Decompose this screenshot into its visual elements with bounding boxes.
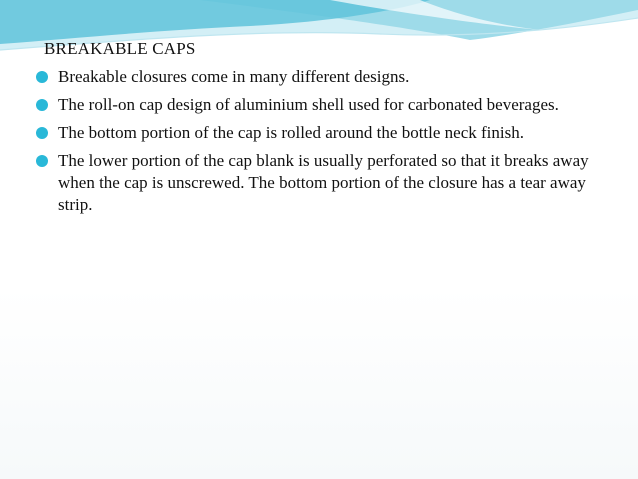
bullet-icon bbox=[36, 127, 48, 139]
bullet-item bbox=[36, 150, 616, 216]
bullet-text: The roll-on cap design of aluminium shell used for carbonated beverages. bbox=[58, 95, 559, 114]
bullet-text: The bottom portion of the cap is rolled around the bottle neck finish. bbox=[58, 123, 524, 142]
bullet-item bbox=[36, 94, 616, 116]
bullet-item bbox=[36, 66, 616, 88]
bullet-icon bbox=[36, 99, 48, 111]
bullet-item bbox=[36, 122, 616, 144]
bullet-text: The lower portion of the cap blank is usually perforated so that it breaks away when the cap is unscrewed. The bottom portion of the closure has a tear away strip. bbox=[58, 151, 589, 214]
bullet-icon bbox=[36, 71, 48, 83]
bullet-list bbox=[36, 66, 616, 216]
slide-title: BREAKABLE CAPS bbox=[44, 39, 196, 58]
bullet-text: Breakable closures come in many different designs. bbox=[58, 67, 410, 86]
slide-content bbox=[36, 38, 616, 222]
bullet-icon bbox=[36, 155, 48, 167]
